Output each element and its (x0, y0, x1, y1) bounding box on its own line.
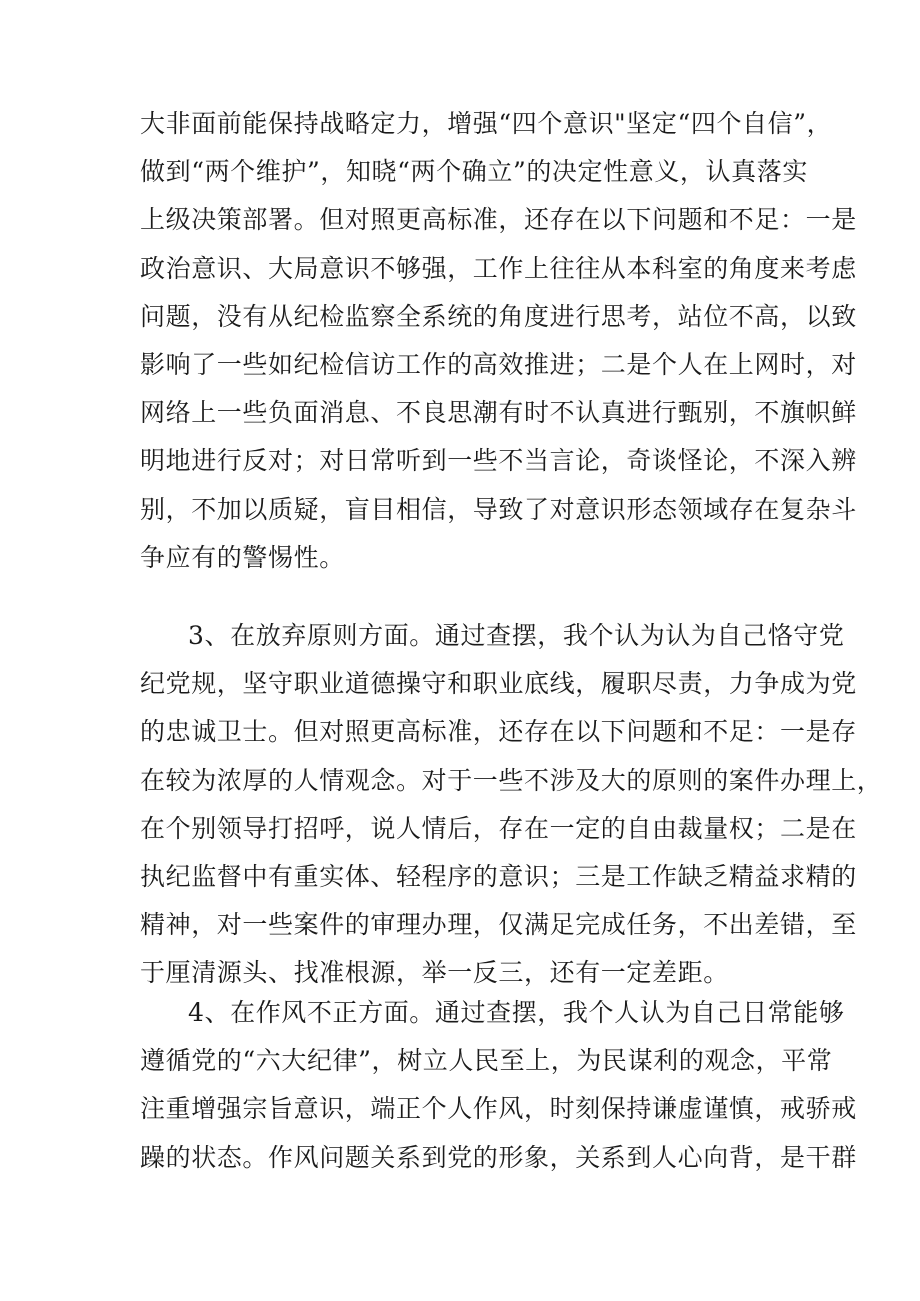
text-line: 于厘清源头、找准根源，举一反三，还有一定差距。 (140, 958, 729, 988)
text-line: 别，不加以质疑，盲目相信，导致了对意识形态领域存在复杂斗 (140, 494, 857, 524)
paragraph-political-awareness (140, 100, 857, 582)
text-line: 在较为浓厚的人情观念。对于一些不涉及大的原则的案件办理上， (140, 765, 883, 795)
text-line: 在个别领导打招呼，说人情后，存在一定的自由裁量权；二是在 (140, 813, 857, 843)
text-line: 纪党规，坚守职业道德操守和职业底线，履职尽责，力争成为党 (140, 669, 857, 699)
paragraph-work-style (140, 989, 857, 1182)
text-line: 遵循党的“六大纪律”，树立人民至上，为民谋利的观念，平常 (140, 1046, 833, 1076)
paragraph-abandon-principles (140, 612, 883, 998)
text-line: 做到“两个维护”，知晓“两个确立”的决定性意义，认真落实 (140, 157, 808, 187)
text-line: 大非面前能保持战略定力，增强“四个意识"坚定“四个自信”， (140, 109, 833, 138)
text-line: 问题，没有从纪检监察全系统的角度进行思考，站位不高，以致 (140, 301, 857, 331)
text-line-first: 4、在作风不正方面。通过查摆，我个人认为自己日常能够 (188, 998, 845, 1027)
text-line: 上级决策部署。但对照更高标准，还存在以下问题和不足：一是 (140, 205, 857, 235)
text-line: 精神，对一些案件的审理办理，仅满足完成任务，不出差错，至 (140, 910, 857, 940)
text-line: 执纪监督中有重实体、轻程序的意识；三是工作缺乏精益求精的 (140, 861, 857, 891)
text-line: 明地进行反对；对日常听到一些不当言论，奇谈怪论，不深入辨 (140, 446, 857, 476)
text-line: 注重增强宗旨意识，端正个人作风，时刻保持谦虚谨慎，戒骄戒 (140, 1094, 857, 1124)
text-line: 网络上一些负面消息、不良思潮有时不认真进行甄别，不旗帜鲜 (140, 398, 857, 428)
text-line: 躁的状态。作风问题关系到党的形象，关系到人心向背，是干群 (140, 1142, 857, 1172)
text-line: 政治意识、大局意识不够强，工作上往往从本科室的角度来考虑 (140, 253, 857, 283)
text-line-first: 3、在放弃原则方面。通过查摆，我个认为认为自己恪守党 (188, 621, 845, 650)
text-line: 的忠诚卫士。但对照更高标准，还存在以下问题和不足：一是存 (140, 717, 857, 747)
text-line: 影响了一些如纪检信访工作的高效推进；二是个人在上网时，对 (140, 349, 857, 379)
text-line: 争应有的警惕性。 (140, 542, 345, 572)
